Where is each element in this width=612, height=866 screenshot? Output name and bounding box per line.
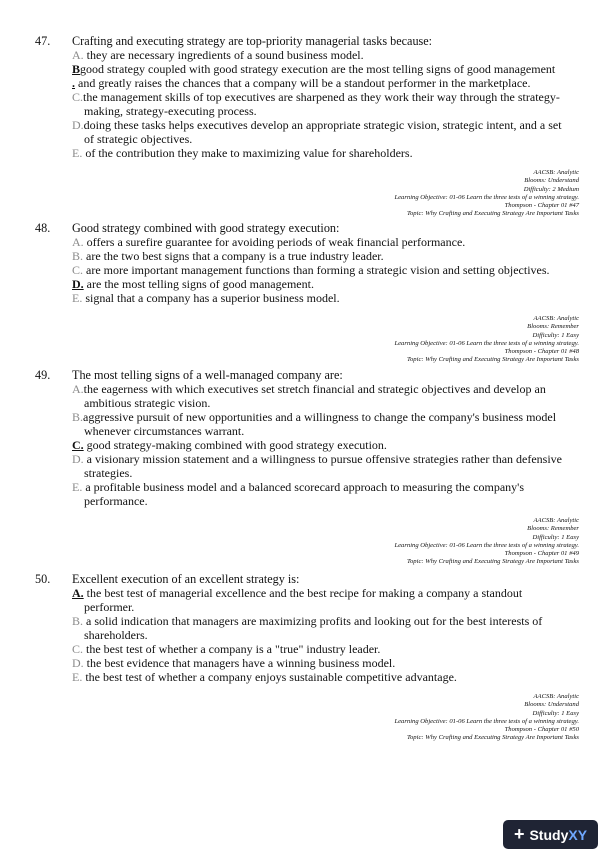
option-d: D. a visionary mission statement and a willingness to pursue offensive strategies rather than defensive strategies. [72, 452, 562, 480]
question-metadata: AACSB: Analytic Blooms: Understand Difficulty: 1 Easy Learning Objective: 01-06 Learn the three tests of a winning strategy. Thompson - Chapter 01 #50 Topic: Why Crafting and Executing Strategy Are Important Tasks [394, 693, 579, 742]
option-d: D. the best evidence that managers have a winning business model. [72, 656, 396, 670]
option-b: Bgood strategy coupled with good strategy execution are the most telling signs of good management [72, 62, 556, 76]
plus-icon: + [513, 824, 525, 844]
option-a: A. the best test of managerial excellence and the best recipe for making a company a standout performer. [72, 586, 523, 614]
option-c: C. good strategy-making combined with good strategy execution. [72, 438, 387, 452]
option-a: A. offers a surefire guarantee for avoiding periods of weak financial performance. [72, 235, 466, 249]
question-number: 49. [35, 368, 51, 382]
option-d: D. are the most telling signs of good management. [72, 277, 314, 291]
option-c: C. are more important management functions than forming a strategic vision and setting objectives. [72, 263, 550, 277]
question-stem: Good strategy combined with good strategy execution: [72, 221, 340, 235]
question-stem: Excellent execution of an excellent strategy is: [72, 572, 300, 586]
question-stem: The most telling signs of a well-managed company are: [72, 368, 343, 382]
option-b-cont: . and greatly raises the chances that a company will be a standout performer in the marketplace. [72, 76, 531, 90]
option-e: E. of the contribution they make to maximizing value for shareholders. [72, 146, 413, 160]
question-number: 50. [35, 572, 51, 586]
option-e: E. a profitable business model and a balanced scorecard approach to measuring the company's performance. [72, 480, 525, 508]
question-number: 48. [35, 221, 51, 235]
question-metadata: AACSB: Analytic Blooms: Understand Difficulty: 2 Medium Learning Objective: 01-06 Learn the three tests of a winning strategy. Thompson - Chapter 01 #47 Topic: Why Crafting and Executing Strategy Are Important Tasks [394, 169, 579, 218]
option-b: B.aggressive pursuit of new opportunities and a willingness to change the company's business model whenever circumstances warrant. [72, 410, 557, 438]
option-a: A. they are necessary ingredients of a sound business model. [72, 48, 364, 62]
studyxy-logo[interactable] [503, 820, 598, 849]
option-a: A.the eagerness with which executives set stretch financial and strategic objectives and develop an ambitious strategic vision. [72, 382, 546, 410]
question-stem: Crafting and executing strategy are top-priority managerial tasks because: [72, 34, 433, 48]
question-number: 47. [35, 34, 51, 48]
logo-text-xy: XY [568, 826, 588, 843]
option-d: D.doing these tasks helps executives develop an appropriate strategic vision, strategic intent, and a set of strategic objectives. [72, 118, 562, 146]
logo-text-study: Study [529, 826, 569, 843]
option-b: B. a solid indication that managers are maximizing profits and looking out for the best interests of shareholders. [72, 614, 543, 642]
question-metadata: AACSB: Analytic Blooms: Remember Difficulty: 1 Easy Learning Objective: 01-06 Learn the three tests of a winning strategy. Thompson - Chapter 01 #49 Topic: Why Crafting and Executing Strategy Are Important Tasks [394, 517, 579, 566]
option-c: C.the management skills of top executives are sharpened as they work their way through the strategy- making, strategy-executing process. [72, 90, 560, 118]
question-metadata: AACSB: Analytic Blooms: Remember Difficulty: 1 Easy Learning Objective: 01-06 Learn the three tests of a winning strategy. Thompson - Chapter 01 #48 Topic: Why Crafting and Executing Strategy Are Important Tasks [394, 315, 579, 364]
option-b: B. are the two best signs that a company is a true industry leader. [72, 249, 384, 263]
option-e: E. the best test of whether a company enjoys sustainable competitive advantage. [72, 670, 457, 684]
option-c: C. the best test of whether a company is a "true" industry leader. [72, 642, 381, 656]
option-e: E. signal that a company has a superior business model. [72, 291, 340, 305]
